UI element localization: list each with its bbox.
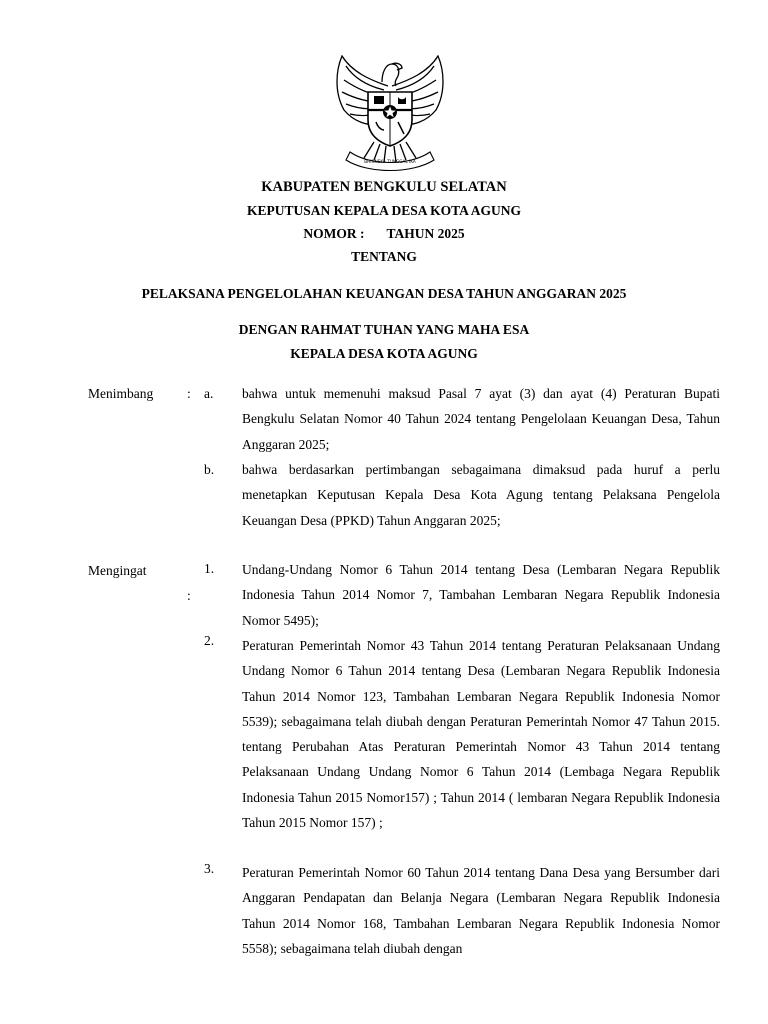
decree-year: TAHUN 2025 [386, 226, 465, 241]
nomor-label: NOMOR : [303, 226, 365, 241]
garuda-emblem-icon [330, 50, 450, 172]
mengingat-item-text: Peraturan Pemerintah Nomor 43 Tahun 2014 tentang Peraturan Pelaksanaan Undang Undang Nomor 6 Tahun 2014 tentang Desa (Lembaran Negara Republik Indonesia Tahun 2014 Nomor 123, Tambahan Lembaran Negara Republik Indonesia Nomor 5539); sebagaimana telah diubah dengan Peraturan Pemerintah Nomor 47 Tahun 2015. tentang Perubahan Atas Peraturan Pemerintah Nomor 43 Tahun 2014 tentang Pelaksanaan Undang Undang Nomor 6 Tahun 2014 (Lembaga Negara Republik Indonesia Tahun 2015 Nomor157) ; Tahun 2014 ( lembaran Negara Republik Indonesia Tahun 2015 Nomor 157) ; [242, 638, 720, 831]
invocation: DENGAN RAHMAT TUHAN YANG MAHA ESA [238, 322, 530, 337]
mengingat-label: Mengingat [88, 563, 147, 578]
svg-text:BHINNEKA TUNGGAL IKA: BHINNEKA TUNGGAL IKA [364, 159, 416, 164]
decree-subject: PELAKSANA PENGELOLAHAN KEUANGAN DESA TAHUN ANGGARAN 2025 [141, 286, 627, 301]
menimbang-item-text: bahwa berdasarkan pertimbangan sebagaimana dimaksud pada huruf a perlu menetapkan Keputusan Kepala Desa Kota Agung tentang Pelaksana Pengelola Keuangan Desa (PPKD) Tahun Anggaran 2025; [242, 462, 720, 528]
menimbang-item-text: bahwa untuk memenuhi maksud Pasal 7 ayat (3) dan ayat (4) Peraturan Bupati Bengkulu Selatan Nomor 40 Tahun 2024 tentang Pengelolaan Keuangan Desa, Tahun Anggaran 2025; [242, 386, 720, 452]
mengingat-item-text: Peraturan Pemerintah Nomor 60 Tahun 2014 tentang Dana Desa yang Bersumber dari Anggaran Pendapatan dan Belanja Negara (Lembaran Negara Republik Indonesia Tahun 2014 Nomor 168, Tambahan Lembaran Negara Republik Indonesia Nomor 5558); sebagaimana telah diubah dengan [242, 865, 720, 956]
tentang-heading: TENTANG [351, 249, 417, 264]
regency-title: KABUPATEN BENGKULU SELATAN [261, 179, 507, 195]
menimbang-label: Menimbang [88, 386, 154, 401]
decree-number [0, 226, 768, 242]
mengingat-colon: : [187, 588, 191, 603]
official-title: KEPALA DESA KOTA AGUNG [290, 346, 478, 361]
decree-title: KEPUTUSAN KEPALA DESA KOTA AGUNG [246, 203, 522, 218]
menimbang-item-marker: b. [204, 462, 215, 477]
menimbang-item-marker: a. [204, 386, 214, 401]
mengingat-item-marker: 3. [204, 861, 215, 876]
mengingat-item-marker: 1. [204, 561, 215, 576]
menimbang-colon: : [187, 386, 191, 401]
mengingat-item-marker: 2. [204, 633, 215, 648]
mengingat-item-text: Undang-Undang Nomor 6 Tahun 2014 tentang Desa (Lembaran Negara Republik Indonesia Tahun 2014 Nomor 7, Tambahan Lembaran Negara Republik Indonesia Nomor 5495); [242, 562, 720, 628]
